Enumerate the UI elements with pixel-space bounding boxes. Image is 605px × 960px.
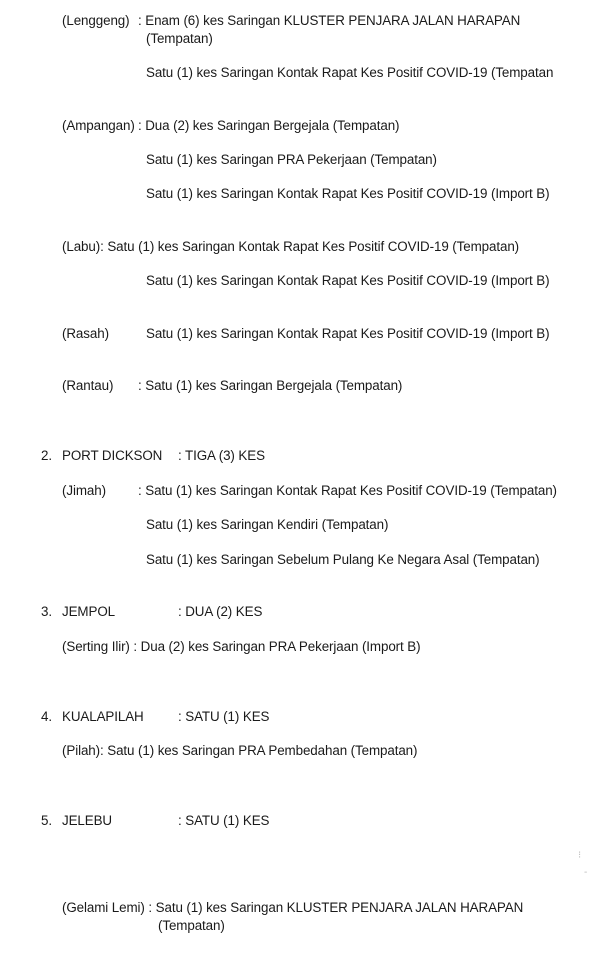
ampangan-line-3: Satu (1) kes Saringan Kontak Rapat Kes Positif COVID-19 (Import B) <box>146 186 550 201</box>
kualapilah-name: KUALAPILAH <box>62 709 144 724</box>
jimah-label: (Jimah) <box>62 483 106 498</box>
rantau-label: (Rantau) <box>62 378 114 393</box>
gelami-line-1-cont: (Tempatan) <box>158 918 225 933</box>
scan-mark: ⁝ <box>578 850 582 861</box>
jimah-line-3: Satu (1) kes Saringan Sebelum Pulang Ke Negara Asal (Tempatan) <box>146 552 540 567</box>
jimah-line-2: Satu (1) kes Saringan Kendiri (Tempatan) <box>146 517 389 532</box>
ampangan-line-1: : Dua (2) kes Saringan Bergejala (Tempatan) <box>138 118 400 133</box>
jempol-total: : DUA (2) KES <box>178 604 263 619</box>
port-dickson-name: PORT DICKSON <box>62 448 163 463</box>
ampangan-line-2: Satu (1) kes Saringan PRA Pekerjaan (Tempatan) <box>146 152 437 167</box>
lenggeng-label: (Lenggeng) <box>62 13 130 28</box>
gelami-line-1: (Gelami Lemi) : Satu (1) kes Saringan KLUSTER PENJARA JALAN HARAPAN <box>62 900 524 915</box>
port-dickson-number: 2. <box>41 448 52 463</box>
jempol-number: 3. <box>41 604 52 619</box>
jelebu-name: JELEBU <box>62 813 113 828</box>
serting-line-1: (Serting Ilir) : Dua (2) kes Saringan PRA Pekerjaan (Import B) <box>62 639 421 654</box>
lenggeng-line-1: : Enam (6) kes Saringan KLUSTER PENJARA JALAN HARAPAN <box>138 13 521 28</box>
lenggeng-line-2: Satu (1) kes Saringan Kontak Rapat Kes Positif COVID-19 (Tempatan <box>146 65 554 80</box>
jimah-line-1: : Satu (1) kes Saringan Kontak Rapat Kes Positif COVID-19 (Tempatan) <box>138 483 557 498</box>
labu-line-2: Satu (1) kes Saringan Kontak Rapat Kes Positif COVID-19 (Import B) <box>146 273 550 288</box>
kualapilah-number: 4. <box>41 709 52 724</box>
ampangan-label: (Ampangan) <box>62 118 135 133</box>
rasah-line-1: Satu (1) kes Saringan Kontak Rapat Kes Positif COVID-19 (Import B) <box>146 326 550 341</box>
labu-line-1: (Labu): Satu (1) kes Saringan Kontak Rapat Kes Positif COVID-19 (Tempatan) <box>62 239 520 254</box>
port-dickson-total: : TIGA (3) KES <box>178 448 265 463</box>
jelebu-total: : SATU (1) KES <box>178 813 270 828</box>
lenggeng-line-1-cont: (Tempatan) <box>146 31 213 46</box>
rantau-line-1: : Satu (1) kes Saringan Bergejala (Tempatan) <box>138 378 403 393</box>
pilah-line-1: (Pilah): Satu (1) kes Saringan PRA Pembedahan (Tempatan) <box>62 743 418 758</box>
rasah-label: (Rasah) <box>62 326 109 341</box>
scan-mark: - <box>584 867 588 878</box>
kualapilah-total: : SATU (1) KES <box>178 709 270 724</box>
jelebu-number: 5. <box>41 813 52 828</box>
jempol-name: JEMPOL <box>62 604 115 619</box>
